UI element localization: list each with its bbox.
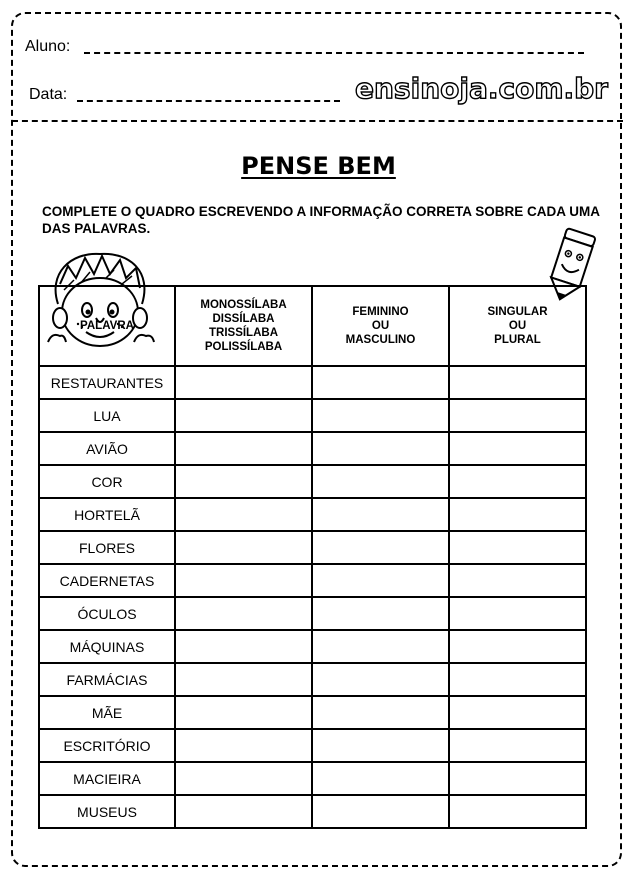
table-row [39, 762, 586, 795]
word-cell: AVIÃO [39, 432, 175, 465]
header-palavra-label: PALAVRA [80, 319, 134, 332]
instruction-text: COMPLETE O QUADRO ESCREVENDO A INFORMAÇÃO CORRETA SOBRE CADA UMA DAS PALAVRAS. [42, 204, 600, 236]
table-row [39, 564, 586, 597]
word-cell: MÁQUINAS [39, 630, 175, 663]
genero-answer-cell[interactable] [312, 564, 449, 597]
header-genero-line: FEMININO [352, 306, 409, 318]
header-numero-line: OU [508, 320, 527, 332]
genero-answer-cell[interactable] [312, 729, 449, 762]
table-row [39, 630, 586, 663]
silabas-answer-cell[interactable] [175, 465, 312, 498]
genero-answer-cell[interactable] [312, 597, 449, 630]
header-silabas-line: POLISSÍLABA [204, 341, 283, 353]
genero-answer-cell[interactable] [312, 366, 449, 399]
table-row [39, 696, 586, 729]
table-row [39, 663, 586, 696]
silabas-answer-cell[interactable] [175, 432, 312, 465]
silabas-answer-cell[interactable] [175, 795, 312, 828]
word-cell: HORTELÃ [39, 498, 175, 531]
silabas-answer-cell[interactable] [175, 762, 312, 795]
genero-answer-cell[interactable] [312, 498, 449, 531]
numero-answer-cell[interactable] [449, 597, 586, 630]
header-genero-line: MASCULINO [345, 334, 416, 346]
aluno-label: Aluno: [25, 38, 71, 55]
data-label: Data: [29, 86, 68, 103]
word-cell: MACIEIRA [39, 762, 175, 795]
genero-answer-cell[interactable] [312, 696, 449, 729]
header-separator [12, 120, 623, 122]
table-row [39, 432, 586, 465]
header-numero-line: SINGULAR [487, 306, 548, 318]
table-row [39, 465, 586, 498]
numero-answer-cell[interactable] [449, 432, 586, 465]
numero-answer-cell[interactable] [449, 564, 586, 597]
word-cell: MÃE [39, 696, 175, 729]
word-cell: RESTAURANTES [39, 366, 175, 399]
word-cell: ÓCULOS [39, 597, 175, 630]
word-cell: ESCRITÓRIO [39, 729, 175, 762]
page-title: PENSE BEM [241, 152, 396, 180]
header-silabas-line: DISSÍLABA [212, 313, 275, 325]
header-silabas-line: MONOSSÍLABA [200, 299, 287, 311]
numero-answer-cell[interactable] [449, 762, 586, 795]
aluno-field[interactable] [84, 52, 584, 54]
table-row [39, 531, 586, 564]
table-row [39, 729, 586, 762]
numero-answer-cell[interactable] [449, 465, 586, 498]
silabas-answer-cell[interactable] [175, 531, 312, 564]
header-silabas [175, 286, 312, 366]
silabas-answer-cell[interactable] [175, 564, 312, 597]
genero-answer-cell[interactable] [312, 399, 449, 432]
silabas-answer-cell[interactable] [175, 729, 312, 762]
word-cell: FARMÁCIAS [39, 663, 175, 696]
genero-answer-cell[interactable] [312, 531, 449, 564]
numero-answer-cell[interactable] [449, 696, 586, 729]
genero-answer-cell[interactable] [312, 432, 449, 465]
numero-answer-cell[interactable] [449, 663, 586, 696]
header-genero-line: OU [371, 320, 390, 332]
word-cell: LUA [39, 399, 175, 432]
header-numero-line: PLURAL [494, 334, 541, 346]
table-row [39, 795, 586, 828]
silabas-answer-cell[interactable] [175, 696, 312, 729]
table-row [39, 498, 586, 531]
numero-answer-cell[interactable] [449, 630, 586, 663]
header-silabas-line: TRISSÍLABA [209, 327, 278, 339]
table-row [39, 399, 586, 432]
word-cell: CADERNETAS [39, 564, 175, 597]
genero-answer-cell[interactable] [312, 630, 449, 663]
numero-answer-cell[interactable] [449, 498, 586, 531]
silabas-answer-cell[interactable] [175, 663, 312, 696]
table-row [39, 597, 586, 630]
silabas-answer-cell[interactable] [175, 366, 312, 399]
numero-answer-cell[interactable] [449, 795, 586, 828]
numero-answer-cell[interactable] [449, 531, 586, 564]
numero-answer-cell[interactable] [449, 399, 586, 432]
genero-answer-cell[interactable] [312, 663, 449, 696]
word-cell: MUSEUS [39, 795, 175, 828]
silabas-answer-cell[interactable] [175, 498, 312, 531]
genero-answer-cell[interactable] [312, 465, 449, 498]
silabas-answer-cell[interactable] [175, 399, 312, 432]
data-field[interactable] [77, 100, 340, 102]
silabas-answer-cell[interactable] [175, 630, 312, 663]
genero-answer-cell[interactable] [312, 762, 449, 795]
genero-answer-cell[interactable] [312, 795, 449, 828]
word-cell: FLORES [39, 531, 175, 564]
word-cell: COR [39, 465, 175, 498]
brand-logo: ensinoja.com.br [355, 72, 608, 105]
silabas-answer-cell[interactable] [175, 597, 312, 630]
header-palavra [39, 286, 175, 366]
numero-answer-cell[interactable] [449, 729, 586, 762]
words-table [38, 285, 587, 829]
header-genero [312, 286, 449, 366]
numero-answer-cell[interactable] [449, 366, 586, 399]
header-numero [449, 286, 586, 366]
table-row [39, 366, 586, 399]
